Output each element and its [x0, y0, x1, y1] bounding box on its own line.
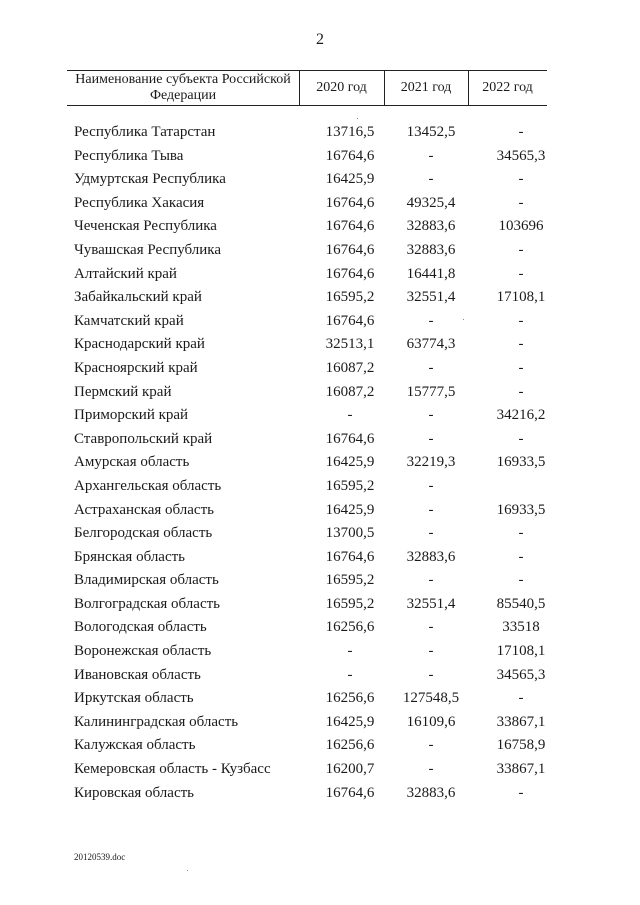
subject-name: Камчатский край	[74, 312, 184, 329]
value-2022: -	[518, 383, 524, 400]
value-2022: -	[518, 312, 524, 329]
table-row	[0, 287, 640, 311]
value-2020: -	[347, 643, 353, 660]
value-2022: -	[518, 690, 524, 707]
subject-name: Ставропольский край	[74, 430, 213, 447]
table-row	[0, 570, 640, 594]
value-2020: 13700,5	[325, 525, 375, 542]
value-2021: 32883,6	[406, 548, 456, 565]
header-2021: 2021 год	[384, 71, 469, 105]
subject-name: Забайкальский край	[74, 289, 202, 306]
value-2020: 16764,6	[325, 430, 375, 447]
table-row	[0, 641, 640, 665]
value-2022: 85540,5	[496, 595, 546, 612]
table-row	[0, 617, 640, 641]
value-2020: 16425,9	[325, 501, 375, 518]
table-body	[0, 122, 640, 806]
table-row	[0, 547, 640, 571]
table-row	[0, 240, 640, 264]
subject-name: Кемеровская область - Кузбасс	[74, 761, 271, 778]
table-row	[0, 358, 640, 382]
value-2021: 49325,4	[406, 194, 456, 211]
value-2021: -	[428, 147, 434, 164]
table-row	[0, 759, 640, 783]
table-row	[0, 405, 640, 429]
subject-name: Владимирская область	[74, 572, 219, 589]
value-2022: 16758,9	[496, 737, 546, 754]
value-2020: 16256,6	[325, 690, 375, 707]
value-2020: 16764,6	[325, 548, 375, 565]
value-2022: -	[518, 784, 524, 801]
subject-name: Воронежская область	[74, 643, 212, 660]
scan-speck	[463, 319, 464, 320]
subject-name: Красноярский край	[74, 359, 198, 376]
subject-name: Республика Хакасия	[74, 194, 205, 211]
subject-name: Приморский край	[74, 407, 189, 424]
subject-name: Алтайский край	[74, 265, 177, 282]
value-2020: 16764,6	[325, 218, 375, 235]
subject-name: Краснодарский край	[74, 336, 205, 353]
value-2022: -	[518, 430, 524, 447]
value-2021: -	[428, 171, 434, 188]
value-2022: 17108,1	[496, 643, 546, 660]
value-2021: -	[428, 643, 434, 660]
value-2021: 32551,4	[406, 289, 456, 306]
value-2020: 16087,2	[325, 383, 375, 400]
value-2020: 16764,6	[325, 784, 375, 801]
subject-name: Калининградская область	[74, 713, 239, 730]
value-2022: -	[518, 241, 524, 258]
value-2020: 16595,2	[325, 572, 375, 589]
value-2020: 16256,6	[325, 737, 375, 754]
value-2020: -	[347, 666, 353, 683]
value-2022: -	[518, 171, 524, 188]
value-2022: 103696	[498, 218, 544, 235]
table-row	[0, 688, 640, 712]
value-2022: 16933,5	[496, 501, 546, 518]
value-2022: 33518	[502, 619, 540, 636]
value-2020: 16200,7	[325, 761, 375, 778]
value-2021: 15777,5	[406, 383, 456, 400]
header-2020: 2020 год	[299, 71, 385, 105]
value-2020: 16764,6	[325, 265, 375, 282]
value-2020: 16256,6	[325, 619, 375, 636]
value-2020: 16595,2	[325, 595, 375, 612]
table-row	[0, 500, 640, 524]
value-2020: 16764,6	[325, 312, 375, 329]
value-2020: 16087,2	[325, 359, 375, 376]
value-2021: 13452,5	[406, 124, 456, 140]
subject-name: Ивановская область	[74, 666, 201, 683]
value-2020: 32513,1	[325, 336, 375, 353]
subject-name: Чувашская Республика	[74, 241, 222, 258]
value-2021: 32883,6	[406, 218, 456, 235]
value-2021: -	[428, 430, 434, 447]
value-2021: 63774,3	[406, 336, 456, 353]
value-2020: 16425,9	[325, 171, 375, 188]
value-2021: -	[428, 501, 434, 518]
page-number: 2	[316, 31, 324, 48]
subject-name: Иркутская область	[74, 690, 194, 707]
subject-name: Калужская область	[74, 737, 196, 754]
table-row	[0, 146, 640, 170]
table-row	[0, 216, 640, 240]
table-row	[0, 712, 640, 736]
value-2022: 34216,2	[496, 407, 546, 424]
value-2022: 33867,1	[496, 761, 546, 778]
subject-name: Архангельская область	[74, 477, 222, 494]
table-row	[0, 334, 640, 358]
table-row	[0, 264, 640, 288]
value-2021: -	[428, 619, 434, 636]
footer-code: 20120539.doc	[74, 852, 126, 862]
value-2020: -	[347, 407, 353, 424]
table-row	[0, 382, 640, 406]
value-2020: 16764,6	[325, 194, 375, 211]
value-2021: -	[428, 525, 434, 542]
value-2021: 16109,6	[406, 713, 456, 730]
table-row	[0, 169, 640, 193]
header-2022: 2022 год	[482, 80, 533, 95]
value-2022: -	[518, 548, 524, 565]
value-2021: 32219,3	[406, 454, 456, 471]
value-2022: 34565,3	[496, 147, 546, 164]
value-2022: -	[518, 525, 524, 542]
value-2021: -	[428, 359, 434, 376]
value-2022: 16933,5	[496, 454, 546, 471]
scan-speck	[357, 118, 358, 119]
value-2021: 32883,6	[406, 784, 456, 801]
subject-name: Астраханская область	[74, 501, 214, 518]
value-2021: -	[428, 407, 434, 424]
value-2021: -	[428, 761, 434, 778]
value-2020: 16764,6	[325, 147, 375, 164]
table-row	[0, 594, 640, 618]
value-2022: -	[518, 194, 524, 211]
table-row	[0, 429, 640, 453]
value-2020: 16764,6	[325, 241, 375, 258]
table-row	[0, 193, 640, 217]
value-2022: -	[518, 336, 524, 353]
value-2021: -	[428, 477, 434, 494]
value-2020: 16595,2	[325, 477, 375, 494]
scan-speck	[187, 870, 188, 871]
value-2021: -	[428, 737, 434, 754]
subject-name: Пермский край	[74, 383, 172, 400]
value-2022: -	[518, 572, 524, 589]
subject-name: Кировская область	[74, 784, 195, 801]
table-row	[0, 665, 640, 689]
table-row	[0, 311, 640, 335]
table-row	[0, 476, 640, 500]
value-2021: -	[428, 666, 434, 683]
table-row	[0, 523, 640, 547]
value-2021: -	[428, 312, 434, 329]
table-row	[0, 735, 640, 759]
value-2020: 16595,2	[325, 289, 375, 306]
subject-name: Белгородская область	[74, 525, 213, 542]
table-row	[0, 783, 640, 807]
subject-name: Республика Тыва	[74, 147, 184, 164]
value-2021: 16441,8	[406, 265, 456, 282]
subject-name: Вологодская область	[74, 619, 207, 636]
value-2022: -	[518, 359, 524, 376]
subject-name: Удмуртская Республика	[74, 171, 226, 188]
table-row	[0, 122, 640, 146]
value-2022: 34565,3	[496, 666, 546, 683]
value-2021: 32551,4	[406, 595, 456, 612]
value-2022: -	[518, 265, 524, 282]
subject-name: Волгоградская область	[74, 595, 220, 612]
value-2020: 13716,5	[325, 124, 375, 140]
subject-name: Амурская область	[74, 454, 190, 471]
subject-name: Чеченская Республика	[74, 218, 217, 235]
value-2022: 17108,1	[496, 289, 546, 306]
subject-name: Брянская область	[74, 548, 186, 565]
value-2022: 33867,1	[496, 713, 546, 730]
value-2021: 127548,5	[402, 690, 460, 707]
table-header	[67, 70, 547, 106]
value-2021: 32883,6	[406, 241, 456, 258]
value-2022: -	[518, 124, 524, 140]
value-2021: -	[428, 572, 434, 589]
subject-name: Республика Татарстан	[74, 124, 216, 140]
table-row	[0, 452, 640, 476]
header-subject-name: Наименование субъекта Российской Федерации	[67, 71, 300, 105]
value-2020: 16425,9	[325, 454, 375, 471]
value-2020: 16425,9	[325, 713, 375, 730]
